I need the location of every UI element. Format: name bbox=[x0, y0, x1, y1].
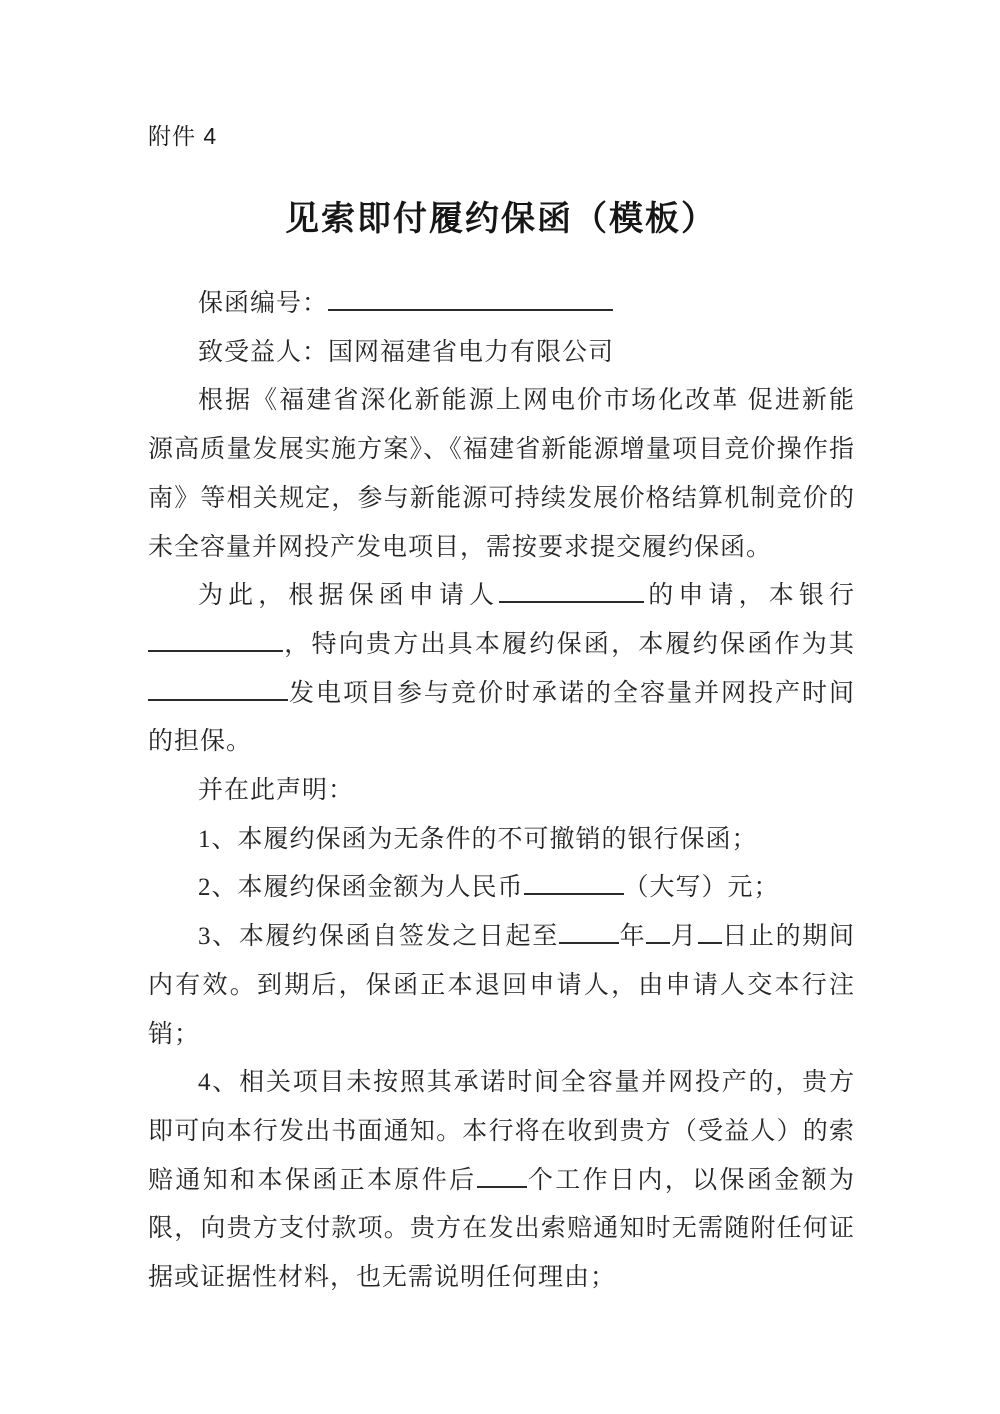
text-run: 4、相关项目未按照其承诺时间全容量并网投产的，贵方即可向本行发出书面通知。本行将在收到贵方（受益人）的索赔通知和本保函正本原件后 bbox=[148, 1069, 855, 1194]
text-run: 月 bbox=[670, 923, 698, 951]
text-run: 3、本履约保函自签发之日起至 bbox=[198, 923, 559, 951]
text-run: （大写）元； bbox=[623, 874, 780, 902]
text-run: 发电项目参与竞价时承诺的全容量并网投产时间的担保。 bbox=[148, 679, 855, 756]
text-run: 根据《福建省深化新能源上网电价市场化改革 促进新能源高质量发展实施方案》、《福建省新能源增量项目竞价操作指南》等相关规定，参与新能源可持续发展价格结算机制竞价的未全容量并网投产发电项目，需按要求提交履约保函。 bbox=[148, 387, 855, 561]
text-run: 日止的期间内有效。到期后，保函正本退回申请人，由申请人交本行注销； bbox=[148, 923, 855, 1048]
basis-paragraph bbox=[148, 377, 855, 572]
clause-4 bbox=[148, 1059, 855, 1303]
text-run: 保函编号： bbox=[198, 290, 329, 317]
clause-1 bbox=[148, 816, 855, 865]
blank-underline bbox=[477, 1163, 527, 1188]
beneficiary-line bbox=[148, 329, 855, 378]
document-title: 见索即付履约保函（模板） bbox=[285, 201, 717, 238]
guarantee-number-line bbox=[148, 280, 855, 329]
blank-underline bbox=[559, 919, 619, 944]
text-run: 2、本履约保函金额为人民币 bbox=[198, 874, 524, 902]
text-run: 年 bbox=[618, 923, 647, 951]
text-run: 个工作日内，以保函金额为限，向贵方支付款项。贵方在发出索赔通知时无需随附任何证据或证据性材料，也无需说明任何理由； bbox=[148, 1166, 855, 1292]
blank-underline bbox=[148, 676, 288, 701]
text-run: ，特向贵方出具本履约保函，本履约保函作为其 bbox=[283, 630, 855, 658]
blank-underline bbox=[499, 578, 644, 603]
document-body bbox=[148, 280, 855, 1303]
issuance-paragraph bbox=[148, 572, 855, 767]
clause-3 bbox=[148, 913, 855, 1059]
attachment-label: 附件 4 bbox=[148, 123, 218, 149]
text-run: 并在此声明： bbox=[198, 777, 355, 805]
text-run: 的申请，本银行 bbox=[644, 582, 855, 610]
declaration-lead bbox=[148, 767, 855, 816]
blank-underline bbox=[698, 919, 722, 944]
blank-underline bbox=[524, 870, 624, 895]
clause-2 bbox=[148, 864, 855, 913]
blank-underline bbox=[646, 919, 670, 944]
text-run: 为此，根据保函申请人 bbox=[198, 582, 500, 610]
text-run: 1、本履约保函为无条件的不可撤销的银行保函； bbox=[198, 825, 758, 853]
text-run: 致受益人：国网福建省电力有限公司 bbox=[198, 338, 615, 366]
blank-underline bbox=[148, 627, 283, 652]
blank-underline bbox=[328, 286, 613, 311]
